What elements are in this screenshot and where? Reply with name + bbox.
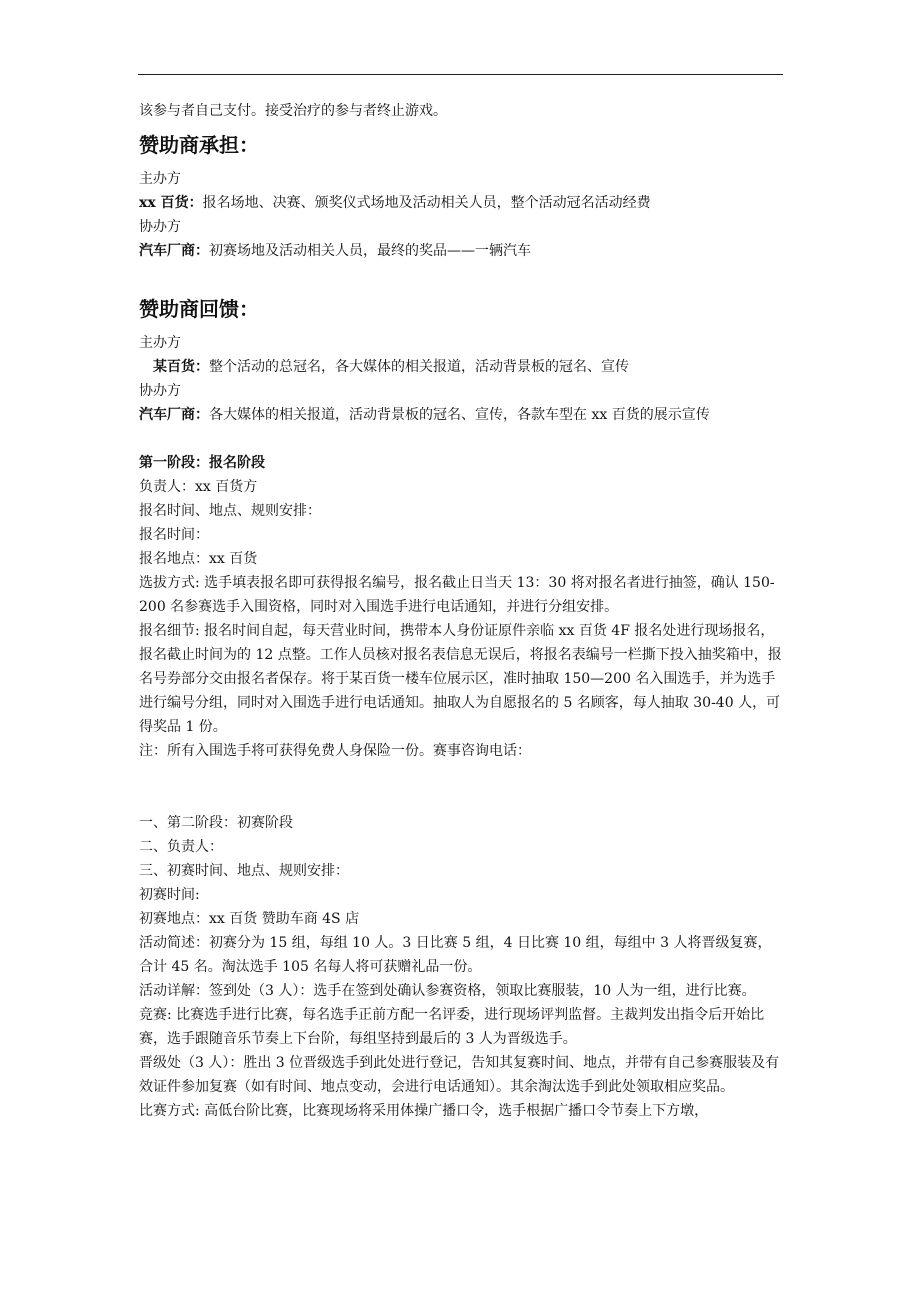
stage1-heading: 第一阶段：报名阶段 (139, 455, 265, 471)
stage1-schedule: 报名时间、地点、规则安排： (139, 503, 321, 519)
stage1-responsible: 负责人：xx 百货方 (139, 479, 258, 495)
sponsor-reward-heading: 赞助商回馈： (139, 297, 259, 321)
reward-host-desc: 整个活动的总冠名，各大媒体的相关报道，活动背景板的冠名、宣传 (209, 359, 629, 375)
stage2-time: 初赛时间: (139, 887, 200, 903)
reward-cohost-label: 协办方 (139, 383, 181, 399)
intro-text: 该参与者自己支付。接受治疗的参与者终止游戏。 (139, 103, 447, 119)
host-desc: 报名场地、决赛、颁奖仪式场地及活动相关人员，整个活动冠名活动经费 (202, 195, 651, 211)
stage2-item3: 三、初赛时间、地点、规则安排： (139, 863, 349, 879)
cohost-label: 协办方 (139, 219, 181, 235)
reward-host-line (139, 355, 784, 379)
stage2-brief: 活动简述：初赛分为 15 组，每组 10 人。3 日比赛 5 组，4 日比赛 10 组，每组中 3 人将晋级复赛，合计 45 名。淘汰选手 105 名每人将可获赠礼品一份。 (139, 935, 772, 975)
header-rule (138, 74, 783, 75)
stage1-place: 报名地点：xx 百货 (139, 551, 258, 567)
stage1-time: 报名时间： (139, 527, 209, 543)
host-line (139, 191, 784, 215)
reward-host-sep: ： (195, 359, 209, 375)
stage1-details: 报名细节: 报名时间自起，每天营业时间，携带本人身份证原件亲临 xx 百货 4F 报名处进行现场报名，报名截止时间为的 12 点整。工作人员核对报名表信息无误后，将报名表编号一栏撕下投入抽奖箱中，报名号券部分交由报名者保存。将于某百货一楼车位展示区，准时抽取 150—200 名入围选手，并为选手进行编号分组，同时对入围选手进行电话通知。抽取人为自愿报名的 5 名顾客，每人抽取 30-40 人，可得奖品 1 份。 (139, 623, 782, 735)
stage2-place: 初赛地点：xx 百货 赞助车商 4S 店 (139, 911, 360, 927)
stage2-promote: 晋级处（3 人）：胜出 3 位晋级选手到此处进行登记，告知其复赛时间、地点，并带有自己参赛服装及有效证件参加复赛（如有时间、地点变动，会进行电话通知）。其余淘汰选手到此处领取相应奖品。 (139, 1055, 780, 1095)
reward-cohost-desc: 各大媒体的相关报道，活动背景板的冠名、宣传，各款车型在 xx 百货的展示宣传 (209, 407, 710, 423)
document-body (139, 99, 784, 1123)
reward-host-name: 某百货 (153, 359, 195, 375)
host-sep: ： (188, 195, 203, 211)
reward-cohost-sep: ： (195, 407, 209, 423)
sponsor-bear-heading: 赞助商承担： (139, 133, 259, 157)
reward-host-label: 主办方 (139, 335, 181, 351)
stage2-detail: 活动详解：签到处（3 人）：选手在签到处确认参赛资格，领取比赛服装，10 人为一组，进行比赛。 (139, 983, 756, 999)
stage2-compete: 竞赛: 比赛选手进行比赛，每名选手正前方配一名评委，进行现场评判监督。主裁判发出指令后开始比赛，选手跟随音乐节奏上下台阶，每组坚持到最后的 3 人为晋级选手。 (139, 1007, 765, 1047)
cohost-sep: ： (195, 243, 209, 259)
cohost-line (139, 239, 784, 263)
stage2-item2: 二、负责人： (139, 839, 223, 855)
section-spacer (139, 763, 784, 811)
host-name: xx 百货 (139, 195, 189, 211)
stage2-item1: 一、第二阶段：初赛阶段 (139, 815, 293, 831)
reward-cohost-name: 汽车厂商 (139, 407, 195, 423)
stage2-method: 比赛方式: 高低台阶比赛，比赛现场将采用体操广播口令，选手根据广播口令节奏上下方墩， (139, 1103, 709, 1119)
reward-cohost-line (139, 403, 784, 427)
stage1-note: 注：所有入围选手将可获得免费人身保险一份。赛事咨询电话： (139, 743, 531, 759)
cohost-desc: 初赛场地及活动相关人员，最终的奖品——一辆汽车 (209, 243, 531, 259)
cohost-name: 汽车厂商 (139, 243, 195, 259)
host-label: 主办方 (139, 171, 181, 187)
stage1-selection: 选拔方式: 选手填表报名即可获得报名编号，报名截止日当天 13：30 将对报名者进行抽签，确认 150-200 名参赛选手入围资格，同时对入围选手进行电话通知，并进行分组安排。 (139, 575, 775, 615)
